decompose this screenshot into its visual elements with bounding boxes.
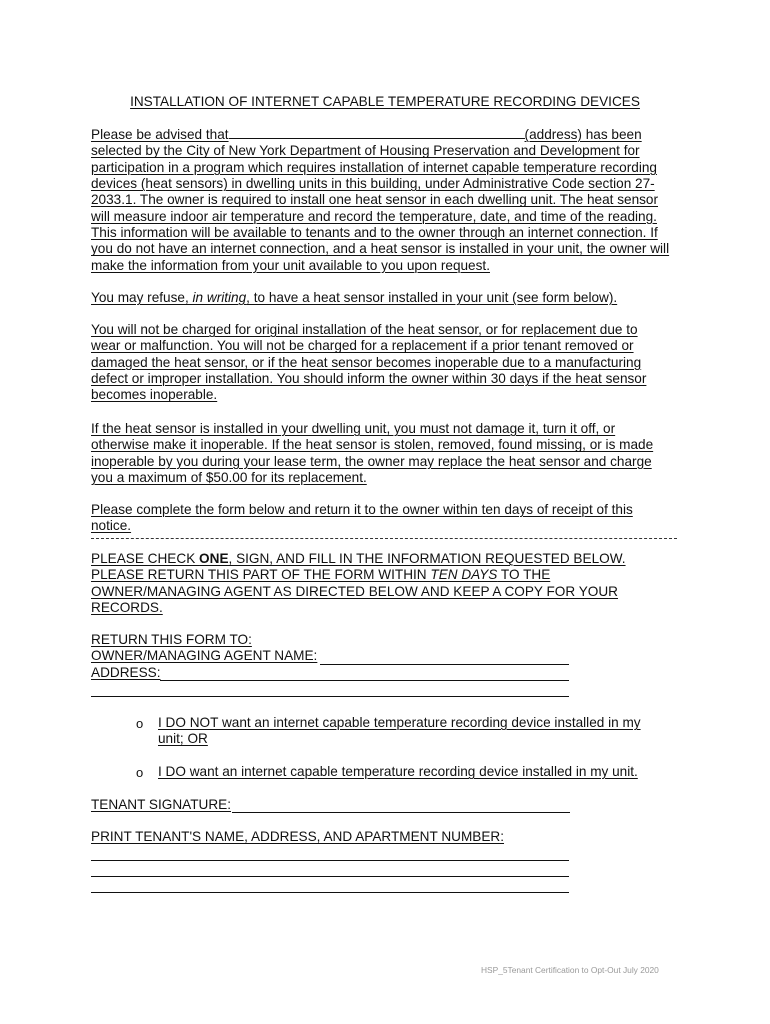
instructions-text: RECORDS. xyxy=(91,600,163,616)
cut-line-divider xyxy=(91,538,677,545)
intro-after-blank-text: (address) has been xyxy=(524,127,642,142)
refuse-text-start: You may refuse, xyxy=(91,290,193,305)
document-title: INSTALLATION OF INTERNET CAPABLE TEMPERATURE RECORDING DEVICES xyxy=(130,94,640,109)
intro-line: you do not have an internet connection, and a heat sensor is installed in your unit, the owner will xyxy=(91,241,670,257)
charges-line: wear or malfunction. You will not be charged for a replacement if a prior tenant removed or xyxy=(91,338,634,354)
agent-name-label: OWNER/MANAGING AGENT NAME: xyxy=(91,648,318,664)
signature-label: TENANT SIGNATURE: xyxy=(91,797,231,812)
address-field-line-2[interactable] xyxy=(91,696,569,697)
refuse-text-end: , to have a heat sensor installed in your unit (see form below). xyxy=(246,290,618,305)
intro-line: make the information from your unit available to you upon request. xyxy=(91,257,490,273)
opt-out-line: unit; OR xyxy=(158,731,208,747)
opt-out-checkbox[interactable]: o xyxy=(136,716,144,731)
address-field[interactable] xyxy=(160,680,569,681)
complete-form-line: notice. xyxy=(91,518,132,534)
instructions-text: , SIGN, AND FILL IN THE INFORMATION REQUESTED BELOW. xyxy=(228,551,626,566)
intro-line: will measure indoor air temperature and record the temperature, date, and time of the reading. xyxy=(91,208,657,224)
opt-in-line: I DO want an internet capable temperature recording device installed in my unit. xyxy=(158,764,638,779)
footer-form-id: HSP_5Tenant Certification to Opt-Out July 2020 xyxy=(481,965,659,975)
agent-name-field[interactable] xyxy=(320,664,569,665)
charges-line: defect or improper installation. You should inform the owner within 30 days if the heat sensor xyxy=(91,371,647,387)
damage-paragraph xyxy=(91,421,691,486)
print-name-field-line-2[interactable] xyxy=(91,876,569,877)
instructions-text: PLEASE CHECK xyxy=(91,551,200,566)
intro-line: devices (heat sensors) in dwelling units in this building, under Administrative Code section 27- xyxy=(91,176,655,192)
signature-block xyxy=(91,797,691,813)
damage-line: inoperable by you during your lease term, the owner may replace the heat sensor and charge xyxy=(91,453,652,469)
print-name-block xyxy=(91,829,691,845)
opt-in-option-text xyxy=(158,764,638,780)
instructions-block xyxy=(91,551,691,616)
instructions-text: OWNER/MANAGING AGENT AS DIRECTED BELOW AND KEEP A COPY FOR YOUR xyxy=(91,583,619,599)
charges-line: becomes inoperable. xyxy=(91,387,218,403)
return-form-block xyxy=(91,632,691,681)
intro-first-line xyxy=(91,126,691,143)
complete-form-paragraph xyxy=(91,502,691,535)
instructions-text: PLEASE RETURN THIS PART OF THE FORM WITHIN xyxy=(91,567,431,583)
refuse-paragraph xyxy=(91,290,691,306)
intro-line: This information will be available to tenants and to the owner through an internet connection. If xyxy=(91,225,658,241)
charges-line: damaged the heat sensor, or if the heat sensor becomes inoperable due to a manufacturing xyxy=(91,354,642,370)
intro-line: 2033.1. The owner is required to install one heat sensor in each dwelling unit. The heat sensor xyxy=(91,192,659,208)
opt-out-line: I DO NOT want an internet capable temperature recording device installed in my xyxy=(158,715,641,730)
opt-in-checkbox[interactable]: o xyxy=(136,765,144,780)
return-form-heading: RETURN THIS FORM TO: xyxy=(91,632,252,647)
intro-line: selected by the City of New York Department of Housing Preservation and Development for xyxy=(91,143,640,159)
opt-out-option-text xyxy=(158,715,641,748)
refuse-text-italic: in writing xyxy=(192,290,247,305)
address-label: ADDRESS: xyxy=(91,664,161,680)
damage-line: otherwise make it inoperable. If the heat sensor is stolen, removed, found missing, or is made xyxy=(91,437,654,453)
intro-start-text: Please be advised that xyxy=(91,127,229,142)
intro-line: participation in a program which requires installation of internet capable temperature recording xyxy=(91,159,657,175)
signature-field[interactable] xyxy=(232,812,570,813)
print-name-field-line-3[interactable] xyxy=(91,892,569,893)
print-name-label: PRINT TENANT'S NAME, ADDRESS, AND APARTMENT NUMBER: xyxy=(91,829,505,844)
intro-paragraph xyxy=(91,126,691,274)
complete-form-line: Please complete the form below and return it to the owner within ten days of receipt of this xyxy=(91,502,633,517)
instructions-italic-ten-days: TEN DAYS xyxy=(430,567,498,583)
instructions-text: TO THE xyxy=(497,567,551,583)
damage-line: you a maximum of $50.00 for its replacement. xyxy=(91,470,367,486)
address-blank[interactable] xyxy=(229,126,525,139)
instructions-bold-one: ONE xyxy=(199,551,229,566)
print-name-field-line-1[interactable] xyxy=(91,860,569,861)
charges-line: You will not be charged for original installation of the heat sensor, or for replacement due to xyxy=(91,322,638,337)
charges-paragraph xyxy=(91,322,691,404)
damage-line: If the heat sensor is installed in your dwelling unit, you must not damage it, turn it off, or xyxy=(91,421,616,436)
